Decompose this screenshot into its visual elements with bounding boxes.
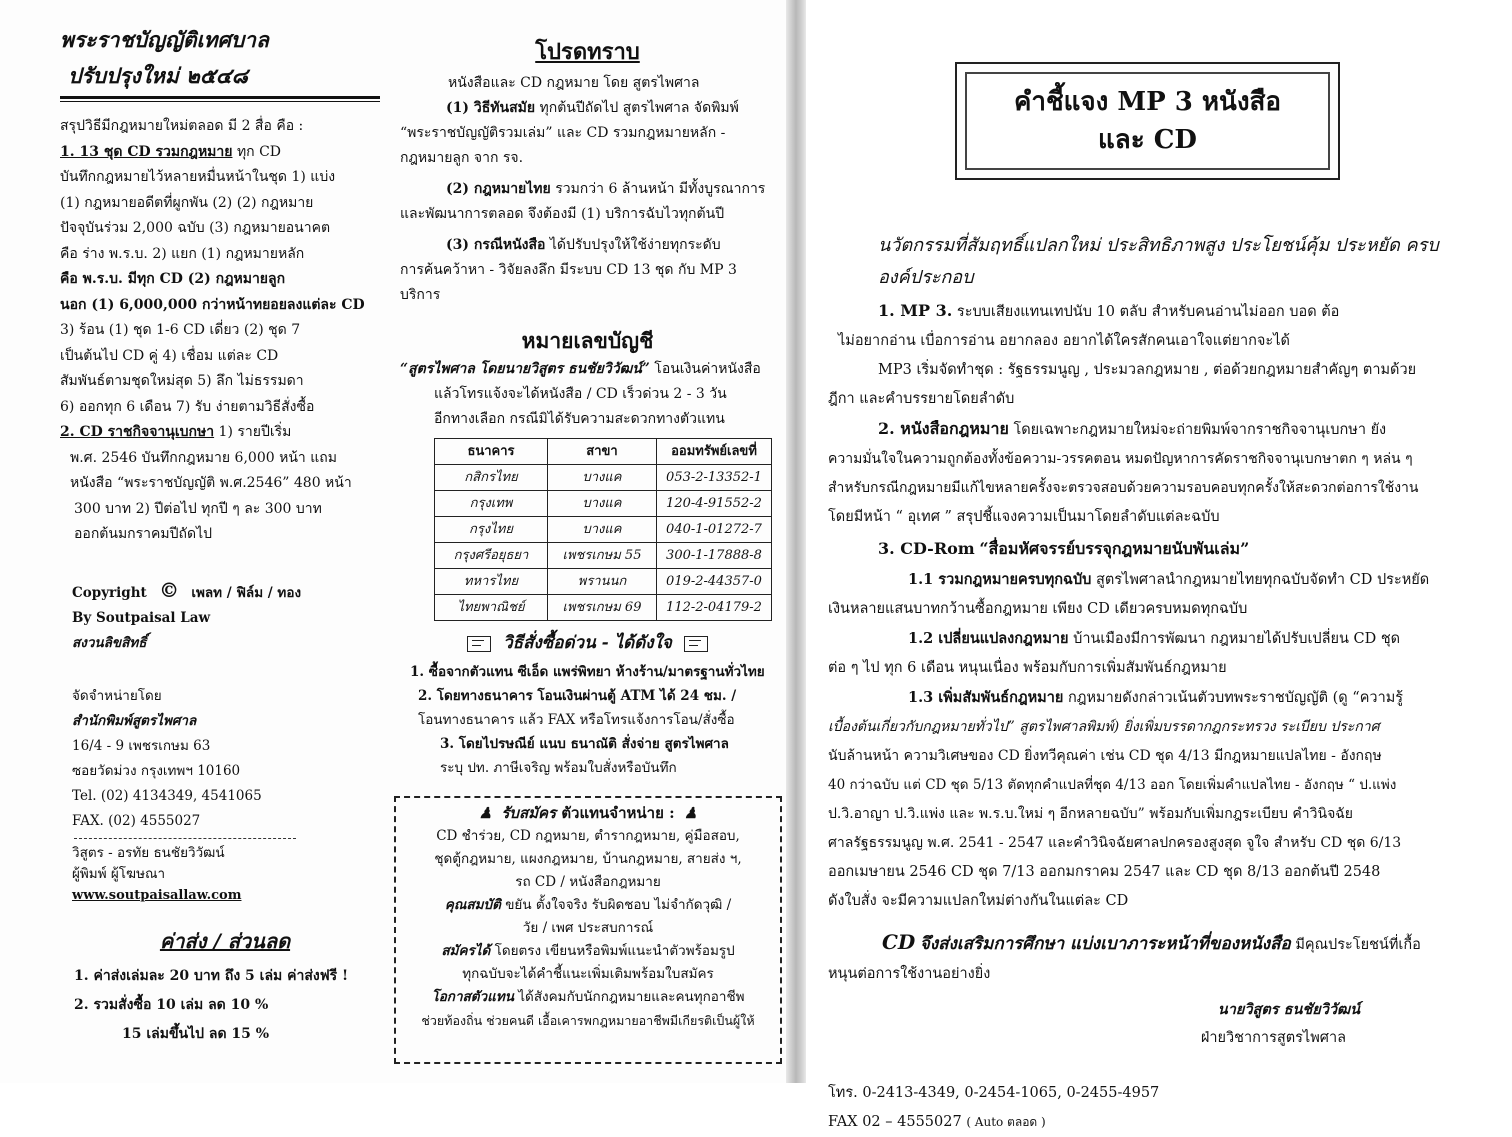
account-number: 019-2-44357-0 [657, 569, 772, 595]
notice-item3-heading: (3) กรณีหนังสือ [446, 237, 546, 253]
notice-line: “พระราชบัญญัติรวมเล่ม” และ CD รวมกฎหมายหลัก - [400, 125, 726, 141]
column-header: สาขา [548, 439, 657, 465]
item1-heading: 1. 13 ชุด CD รวมกฎหมาย [60, 143, 233, 160]
notice-item2-heading: (2) กฎหมายไทย [446, 181, 551, 197]
copyright-icon: © [159, 577, 180, 602]
document-icon [467, 636, 491, 652]
item1-line: 6) ออกทุก 6 เดือน 7) รับ ง่ายตามวิธีสั่งซื้อ [60, 398, 315, 415]
account-number: 053-2-13352-1 [657, 465, 772, 491]
subsection-line: ออกเมษายน 2546 CD ชุด 7/13 ออกมกราคม 2547 และ CD ชุด 8/13 ออกต้นปี 2548 [828, 864, 1381, 880]
section2-line: โดยมีหน้า “ อุเทศ ” สรุปชี้แจงความเป็นมาโดยลำดับแต่ละฉบับ [828, 509, 1220, 525]
recruit-subtitle: ตัวแทนจำหน่าย : [561, 804, 675, 822]
bank-name: ไทยพาณิชย์ [435, 595, 548, 621]
left-column-2 [400, 40, 775, 780]
person-icon: ♟ [683, 804, 698, 822]
section2-line: สำหรับกรณีกฎหมายมีแก้ไขหลายครั้งจะตรวจสอบด้วยความรอบคอบทุกครั้งให้สะดวกต่อการใช้งาน [828, 480, 1419, 496]
account-line: โอนเงินค่าหนังสือ [654, 361, 761, 377]
subsection-line: นับล้านหน้า ความวิเศษของ CD ยิ่งทวีคุณค่า เช่น CD ชุด 4/13 มีกฎหมายแปลไทย - อังกฤษ [828, 748, 1382, 764]
qualification-line: วัย / เพศ ประสบการณ์ [522, 920, 654, 936]
recruit-line: ชุดตู้กฎหมาย, แผงกฎหมาย, บ้านกฎหมาย, สายส่ง ฯ, [434, 851, 742, 867]
qualification-line: ขยัน ตั้งใจจริง รับผิดชอบ ไม่จำกัดวุฒิ / [505, 897, 732, 913]
notice-line: กฎหมายลูก จาก รจ. [400, 150, 524, 166]
bank-name: กรุงศรีอยุธยา [435, 543, 548, 569]
subsection-line: ต่อ ๆ ไป ทุก 6 เดือน หนุนเนื่อง พร้อมกับการเพิ่มสัมพันธ์กฎหมาย [828, 660, 1227, 676]
distributed-by-label: จัดจำหน่ายโดย [72, 687, 162, 704]
rights-reserved: สงวนลิขสิทธิ์ [72, 634, 147, 651]
address-line1: 16/4 - 9 เพชรเกษม 63 [72, 737, 211, 754]
closing-heading: จึงส่งเสริมการศึกษา แบ่งเบาภาระหน้าที่ของหนังสือ [919, 934, 1291, 954]
table-row [435, 595, 772, 621]
bank-name: กสิกรไทย [435, 465, 548, 491]
item1-line: ทุก CD [236, 143, 282, 160]
branch-name: เพชรเกษม 55 [548, 543, 657, 569]
website-link[interactable]: www.soutpaisallaw.com [72, 887, 242, 903]
subsection-line: กฎหมายดังกล่าวเน้นตัวบทพระราชบัญญัติ (ดู “ความรู้ [1067, 690, 1404, 706]
item2-line: พ.ศ. 2546 บันทึกกฎหมาย 6,000 หน้า แถม [70, 449, 337, 466]
subsection-1-1-heading: 1.1 รวมกฎหมายครบทุกฉบับ [908, 571, 1092, 588]
notice-line: รวมกว่า 6 ล้านหน้า มีทั้งบูรณาการ [555, 181, 766, 197]
subsection-line: ดังใบสั่ง จะมีความแปลกใหม่ต่างกันในแต่ละ CD [828, 893, 1129, 909]
apply-line: ทุกฉบับจะได้คำชี้แนะเพิ่มเติมพร้อมใบสมัคร [462, 966, 714, 982]
account-number: 300-1-17888-8 [657, 543, 772, 569]
item1-line: นอก (1) 6,000,000 กว่าหน้าทยอยลงแต่ละ CD [60, 296, 365, 313]
item2-heading: 2. CD ราชกิจจานุเบกษา [60, 424, 215, 440]
item1-line: เป็นต้นไป CD คู่ 4) เชื่อม แต่ละ CD [60, 347, 279, 364]
section2-line: โดยเฉพาะกฎหมายใหม่จะถ่ายพิมพ์จากราชกิจจานุเบกษา ยัง [1013, 422, 1387, 438]
branch-name: พรานนก [548, 569, 657, 595]
table-row [435, 517, 772, 543]
item2-line: หนังสือ “พระราชบัญญัติ พ.ศ.2546” 480 หน้า [70, 475, 352, 491]
notice-line: และพัฒนาการตลอด จึงต้องมี (1) บริการฉับไวทุกต้นปี [400, 206, 725, 222]
order-line: 1. ซื้อจากตัวแทน ซีเอ็ด แพร่พิทยา ห้างร้าน/มาตรฐานทั่วไทย [410, 664, 765, 680]
branch-name: บางแค [548, 491, 657, 517]
publisher-block [60, 684, 390, 834]
opportunity-line: ช่วยท้องถิ่น ช่วยคนดี เอื้อเคารพกฎหมายอาชีพมีเกียรติเป็นผู้ให้ [421, 1013, 755, 1028]
left-column-1 [60, 22, 390, 1049]
table-row [435, 491, 772, 517]
subsection-1-3-heading: 1.3 เพิ่มสัมพันธ์กฎหมาย [908, 689, 1064, 706]
column-header: ธนาคาร [435, 439, 548, 465]
order-line: 3. โดยไปรษณีย์ แนบ ธนาณัติ สั่งจ่าย สูตรไพศาล [440, 736, 729, 752]
section1-heading: 1. MP 3. [878, 301, 953, 320]
section3-heading: 3. CD-Rom [878, 539, 975, 558]
title-double-rule [60, 96, 380, 102]
bank-account-table [434, 438, 772, 621]
branch-name: เพชรเกษม 69 [548, 595, 657, 621]
account-name: “สูตรไพศาล โดยนายวิสูตร ธนชัยวิวัฒน์” [400, 361, 650, 377]
author-role: ผู้พิมพ์ ผู้โฆษณา [72, 865, 166, 882]
table-header-row [435, 439, 772, 465]
document-icon [684, 636, 708, 652]
order-line: โอนทางธนาคาร แล้ว FAX หรือโทรแจ้งการโอน/สั่งซื้อ [418, 712, 735, 728]
notice-intro: หนังสือและ CD กฎหมาย โดย สูตรไพศาล [448, 75, 700, 91]
item1-line: สัมพันธ์ตามชุดใหม่สุด 5) ลึก ไม่ธรรมดา [60, 373, 304, 389]
book-gutter [786, 0, 808, 1083]
summary-text: สรุปวิธีมีกฎหมายใหม่ตลอด มี 2 สื่อ คือ : [60, 118, 304, 134]
shipping-item: 2. รวมสั่งซื้อ 10 เล่ม ลด 10 % [74, 996, 269, 1013]
closing-rest: มีคุณประโยชน์ที่เกื้อ [1295, 937, 1421, 953]
subsection-line: เบื้องต้นเกี่ยวกับกฎหมายทั่วไป” สูตรไพศาลพิมพ์) ยิ่งเพิ่มบรรดากฎกระทรวง ระเบียบ ประกาศ [828, 719, 1380, 735]
branch-name: บางแค [548, 517, 657, 543]
section1-line: MP3 เริ่มจัดทำชุด : รัฐธรรมนูญ , ประมวลกฎหมาย , ต่อด้วยกฎหมายสำคัญๆ ตามด้วย [878, 362, 1417, 378]
recruit-line: รถ CD / หนังสือกฎหมาย [515, 874, 661, 890]
copyright-label: Copyright [72, 584, 147, 601]
box-title-line1: คำชี้แจง MP 3 หนังสือ [1014, 87, 1281, 117]
account-line: อีกทางเลือก กรณีมิได้รับความสะดวกทางตัวแทน [434, 411, 725, 427]
right-column [828, 230, 1450, 1137]
publisher-name: สำนักพิมพ์สูตรไพศาล [72, 712, 197, 729]
apply-line: โดยตรง เขียนหรือพิมพ์แนะนำตัวพร้อมรูป [494, 943, 735, 959]
lead-text: นวัตกรรมที่สัมฤทธิ์แปลกใหม่ ประสิทธิภาพสูง ประโยชน์คุ้ม ประหยัด ครบองค์ประกอบ [878, 235, 1439, 288]
order-line: ระบุ ปท. ภาษีเจริญ พร้อมใบสั่งหรือบันทึก [440, 760, 677, 776]
recruit-title: รับสมัคร [501, 804, 557, 822]
branch-name: บางแค [548, 465, 657, 491]
copyright-by: By Soutpaisal Law [72, 609, 211, 626]
item1-line: คือ พ.ร.บ. มีทุก CD (2) กฎหมายลูก [60, 271, 286, 287]
dashed-divider [74, 838, 296, 839]
section2-line: ความมั่นใจในความถูกต้องทั้งข้อความ-วรรคตอน หมดปัญหาการคัดราชกิจจานุเบกษาตก ๆ หล่น ๆ [828, 451, 1413, 467]
item1-line: คือ ร่าง พ.ร.บ. 2) แยก (1) กฎหมายหลัก [60, 245, 305, 262]
subsection-line: สูตรไพศาลนำกฎหมายไทยทุกฉบับจัดทำ CD ประหยัด [1095, 572, 1430, 588]
recruit-line: CD ชำร่วย, CD กฎหมาย, ตำรากฎหมาย, คู่มือสอบ, [436, 828, 740, 844]
notice-title: โปรดทราบ [535, 39, 640, 65]
bank-name: กรุงเทพ [435, 491, 548, 517]
address-line2: ซอยวัดม่วง กรุงเทพฯ 10160 [72, 762, 241, 779]
item2-line: ออกต้นมกราคมปีถัดไป [74, 526, 213, 542]
order-methods [400, 660, 775, 780]
subsection-1-2-heading: 1.2 เปลี่ยนแปลงกฎหมาย [908, 630, 1069, 647]
item1-line: ปัจจุบันร่วม 2,000 ฉบับ (3) กฎหมายอนาคต [60, 220, 331, 236]
account-line: แล้วโทรแจ้งจะได้หนังสือ / CD เร็วด่วน 2 - 3 วัน [434, 386, 727, 402]
box-title-line2: และ CD [1098, 125, 1197, 155]
account-number: 112-2-04179-2 [657, 595, 772, 621]
author-names: วิสูตร - อรทัย ธนชัยวิวัฒน์ [72, 844, 225, 861]
contact-fax-note: ( Auto ตลอด ) [966, 1115, 1046, 1129]
law-title-line2: ปรับปรุงใหม่ ๒๕๔๘ [68, 63, 248, 88]
item2-line: 1) รายปีเริ่ม [218, 424, 292, 440]
explanation-title-box [955, 62, 1340, 180]
table-row [435, 569, 772, 595]
bank-name: กรุงไทย [435, 517, 548, 543]
notice-item1-heading: (1) วิธีทันสมัย [446, 100, 536, 116]
contact-phone: โทร. 0-2413-4349, 0-2454-1065, 0-2455-4957 [828, 1085, 1160, 1101]
signature-role: ฝ่ายวิชาการสูตรไพศาล [1200, 1030, 1346, 1046]
shipping-title: ค่าส่ง / ส่วนลด [159, 928, 291, 953]
summary-section [60, 114, 390, 548]
person-icon: ♟ [478, 804, 493, 822]
item1-line: 3) ร้อน (1) ชุด 1-6 CD เดี่ยว (2) ชุด 7 [60, 322, 301, 338]
section1-line: ระบบเสียงแทนเทปนับ 10 ตลับ สำหรับคนอ่านไม่ออก บอด ต้อ [956, 304, 1340, 320]
account-title: หมายเลขบัญชี [521, 328, 654, 353]
opportunity-line: ได้สังคมกับนักกฎหมายและคนทุกอาชีพ [518, 989, 745, 1005]
section3-quote: “สื่อมหัศจรรย์บรรจุกฎหมายนับพันเล่ม” [979, 539, 1250, 558]
publisher-fax: FAX. (02) 4555027 [72, 812, 201, 829]
shipping-item: 1. ค่าส่งเล่มละ 20 บาท ถึง 5 เล่ม ค่าส่งฟรี ! [74, 967, 349, 984]
qualification-heading: คุณสมบัติ [444, 897, 501, 913]
column-header: ออมทรัพย์เลขที่ [657, 439, 772, 465]
notice-line: การค้นคว้าหา - วิจัยลงลึก มีระบบ CD 13 ชุด กับ MP 3 บริการ [400, 262, 737, 303]
notice-line: ได้ปรับปรุงให้ใช้ง่ายทุกระดับ [549, 237, 721, 253]
apply-heading: สมัครได้ [441, 943, 491, 959]
copyright-items: เพลท / ฟิล์ม / ทอง [191, 584, 302, 601]
closing-line2: หนุนต่อการใช้งานอย่างยิ่ง [828, 966, 991, 982]
order-title: วิธีสั่งซื้อด่วน - ได้ดังใจ [503, 633, 672, 653]
opportunity-heading: โอกาสตัวแทน [431, 989, 514, 1005]
account-number: 120-4-91552-2 [657, 491, 772, 517]
item1-line: (1) กฎหมายอดีตที่ผูกพัน (2) (2) กฎหมาย [60, 194, 314, 211]
publisher-tel: Tel. (02) 4134349, 4541065 [72, 787, 262, 804]
item1-line: บันทึกกฎหมายไว้หลายหมื่นหน้าในชุด 1) แบ่ง [60, 169, 336, 185]
copyright-block [60, 578, 390, 656]
closing-cd: CD [882, 930, 916, 954]
subsection-line: ศาลรัฐธรรมนูญ พ.ศ. 2541 - 2547 และคำวินิจฉัยศาลปกครองสูงสุด จูใจ สำหรับ CD ชุด 6/13 [828, 835, 1402, 851]
item2-line: 300 บาท 2) ปีต่อไป ทุกปี ๆ ละ 300 บาท [74, 500, 322, 517]
subsection-line: เงินหลายแสนบาทกว้านซื้อกฎหมาย เพียง CD เดียวครบหมดทุกฉบับ [828, 601, 1248, 617]
shipping-list [60, 962, 390, 1049]
subsection-line: บ้านเมืองมีการพัฒนา กฎหมายได้ปรับเปลี่ยน CD ชุด [1073, 631, 1401, 647]
order-title-row [400, 631, 775, 656]
order-line: 2. โดยทางธนาคาร โอนเงินผ่านตู้ ATM ได้ 24 ชม. / [418, 688, 737, 704]
recruit-agents-box [394, 796, 782, 1064]
shipping-item: 15 เล่มขึ้นไป ลด 15 % [122, 1025, 270, 1042]
subsection-line: ป.วิ.อาญา ป.วิ.แพ่ง และ พ.ร.บ.ใหม่ ๆ อีกหลายฉบับ” พร้อมกับเพิ่มกฎระเบียบ คำวินิจฉัย [828, 806, 1354, 822]
notice-line: ทุกต้นปีถัดไป สูตรไพศาล จัดพิมพ์ [539, 100, 739, 116]
subsection-line: 40 กว่าฉบับ แต่ CD ชุด 5/13 ตัดทุกคำแปลที่ชุด 4/13 ออก โดยเพิ่มคำแปลไทย - อังกฤษ “ ป.แพ่ง [828, 777, 1397, 793]
author-block [60, 843, 390, 906]
table-row [435, 543, 772, 569]
account-number: 040-1-01272-7 [657, 517, 772, 543]
section2-heading: 2. หนังสือกฎหมาย [878, 419, 1009, 438]
signature-name: นายวิสูตร ธนชัยวิวัฒน์ [1217, 1001, 1360, 1018]
bank-name: ทหารไทย [435, 569, 548, 595]
contact-fax: FAX 02 – 4555027 [828, 1114, 962, 1130]
law-title-line1: พระราชบัญญัติเทศบาล [60, 27, 269, 52]
section1-line: ฎีกา และคำบรรยายโดยลำดับ [828, 391, 1015, 407]
section1-line: ไม่อยากอ่าน เบื่อการอ่าน อยากลอง อยากได้ใครสักคนเอาใจแต่ยากจะได้ [838, 333, 1290, 349]
table-row [435, 465, 772, 491]
